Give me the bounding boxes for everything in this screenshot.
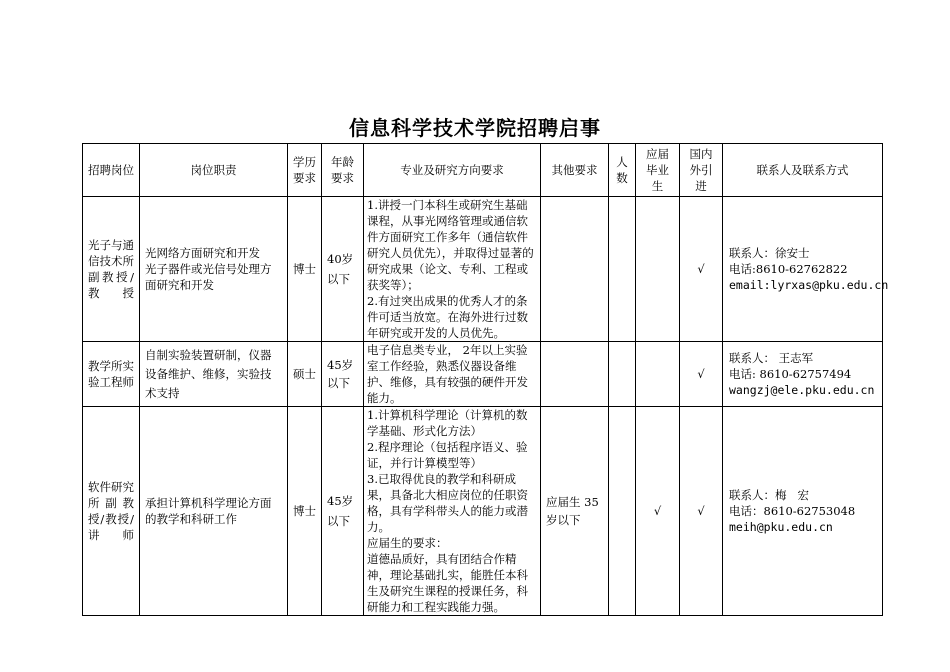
recruitment-table [82, 143, 889, 616]
contact-email: meih@pku.edu.cn [729, 520, 833, 534]
contact-name: 联系人：梅 宏 [729, 488, 809, 502]
header-age: 年龄要求 [322, 144, 364, 197]
header-other: 其他要求 [541, 144, 609, 197]
header-domestic: 国内外引进 [680, 144, 723, 197]
header-major: 专业及研究方向要求 [364, 144, 541, 197]
age-cell: 40岁以下 [322, 197, 364, 342]
header-degree: 学历要求 [288, 144, 322, 197]
fresh-cell [636, 197, 680, 342]
degree-cell: 博士 [288, 197, 322, 342]
other-cell [541, 197, 609, 342]
degree-cell: 博士 [288, 407, 322, 616]
major-cell: 电子信息类专业， 2年以上实验室工作经验，熟悉仪器设备维护、维修，具有较强的硬件开发能力。 [364, 342, 541, 407]
table-header-row [83, 144, 883, 197]
age-cell: 45岁以下 [322, 342, 364, 407]
header-contact: 联系人及联系方式 [723, 144, 883, 197]
age-cell: 45岁以下 [322, 407, 364, 616]
table-row [83, 407, 883, 616]
duty-cell: 自制实验装置研制，仪器设备维护、维修，实验技术支持 [140, 342, 288, 407]
count-cell [609, 342, 636, 407]
contact-phone: 电话：8610-62753048 [729, 504, 856, 518]
contact-cell [723, 342, 883, 407]
major-cell: 1.计算机科学理论（计算机的数学基础、形式化方法） 2.程序理论（包括程序语义、验证，并行计算模型等） 3.已取得优良的教学和科研成果，具备北大相应岗位的任职资格，具有学科带头人的能力或潜力。 应届生的要求： 道德品质好，具有团结合作精神，理论基础扎实，能胜任本科生及研究生课程的授课任务，科研能力和工程实践能力强。 [364, 407, 541, 616]
fresh-check: √ [636, 407, 680, 616]
contact-name: 联系人： 王志军 [729, 351, 814, 365]
contact-phone: 电话: 8610-62757494 [729, 367, 852, 381]
position-cell: 光子与通信技术所副教授/教授 [83, 197, 140, 342]
header-position: 招聘岗位 [83, 144, 140, 197]
header-duty: 岗位职责 [140, 144, 288, 197]
degree-cell: 硕士 [288, 342, 322, 407]
fresh-cell [636, 342, 680, 407]
contact-phone: 电话:8610-62762822 [729, 262, 848, 276]
contact-cell [723, 197, 889, 342]
domestic-check: √ [680, 407, 723, 616]
position-cell: 教学所实验工程师 [83, 342, 140, 407]
page-title: 信息科学技术学院招聘启事 [349, 116, 601, 140]
table-row [83, 197, 883, 342]
duty-cell: 光网络方面研究和开发 光子器件或光信号处理方面研究和开发 [140, 197, 288, 342]
other-cell [541, 342, 609, 407]
duty-cell: 承担计算机科学理论方面的教学和科研工作 [140, 407, 288, 616]
header-count: 人数 [609, 144, 636, 197]
count-cell [609, 407, 636, 616]
table-row [83, 342, 883, 407]
contact-name: 联系人：徐安士 [729, 246, 810, 260]
other-cell: 应届生 35岁以下 [541, 407, 609, 616]
contact-email: wangzj@ele.pku.edu.cn [729, 383, 875, 397]
domestic-check: √ [680, 342, 723, 407]
contact-email: email:lyrxas@pku.edu.cn [729, 278, 889, 292]
contact-cell [723, 407, 883, 616]
position-cell: 软件研究所副教授/教授/讲师 [83, 407, 140, 616]
major-cell: 1.讲授一门本科生或研究生基础课程，从事光网络管理或通信软件方面研究工作多年（通信软件研究人员优先），并取得过显著的研究成果（论文、专利、工程或获奖等）； 2.有过突出成果的优秀人才的条件可适当放宽。在海外进行过数年研究或开发的人员优先。 [364, 197, 541, 342]
count-cell [609, 197, 636, 342]
domestic-check: √ [680, 197, 723, 342]
header-fresh: 应届毕业生 [636, 144, 680, 197]
